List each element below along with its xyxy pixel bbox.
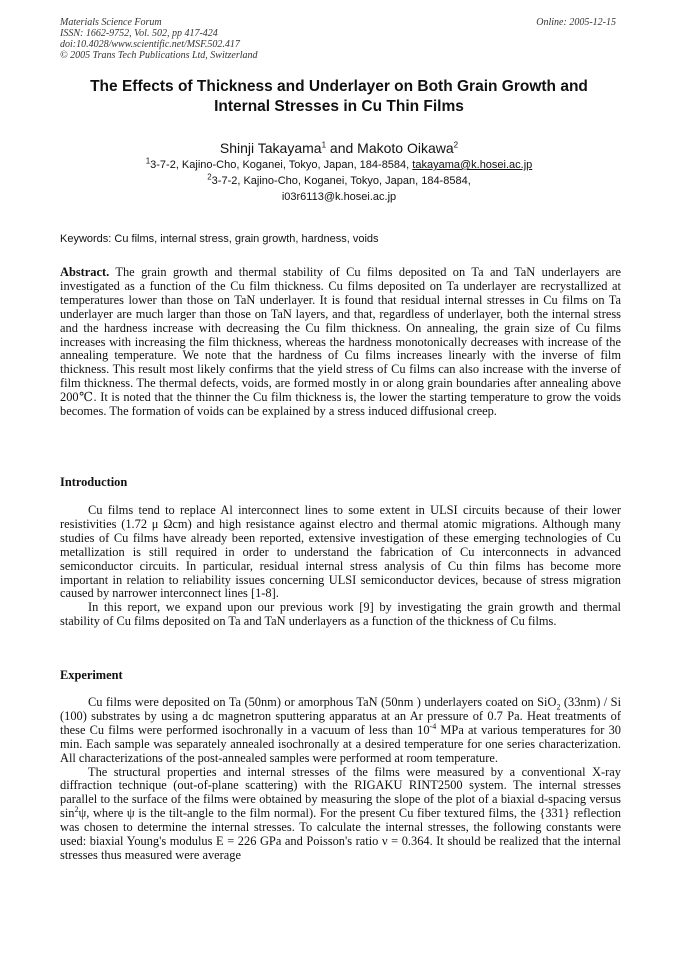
aff1-address: 3-7-2, Kajino-Cho, Koganei, Tokyo, Japan, 184-8584, [150, 159, 413, 171]
email-link-1[interactable]: takayama@k.hosei.ac.jp [412, 159, 533, 171]
title-line-1: The Effects of Thickness and Underlayer on Both Grain Growth and [90, 78, 588, 95]
issn-line: ISSN: 1662-9752, Vol. 502, pp 417-424 [60, 28, 218, 39]
section-heading-experiment: Experiment [60, 668, 123, 682]
doi-line: doi:10.4028/www.scientific.net/MSF.502.417 [60, 39, 240, 50]
exp-p1-sub: 2 [556, 702, 561, 712]
exp-p1-c: MPa at various temperatures for 30 min. Each sample was separately annealed isochronally at a desired temperature for one series characterization. All characterizations of the post-annealed samples were performed at room temperature. [60, 722, 621, 765]
abstract-text: The grain growth and thermal stability of Cu films deposited on Ta and TaN underlayers are investigated as a function of the Cu film thickness. Cu films deposited on Ta underlayer are recrystallized at temperatures lower than those on TaN underlayer. It is found that residual internal stresses in Cu films on Ta underlayer are much larger than those on TaN layers, and that, regardless of underlayer, both the internal stress and the hardness increase with decreasing the Cu film thickness. On annealing, the grain size of Cu films increases with increasing the film thickness, whereas the hardness monotonically decreases with increase of the annealing temperature. We note that the hardness of Cu films increases linearly with the inverse of film thickness. This result most likely confirms that the yield stress of Cu films can also increase with the inverse of film thickness. The thermal defects, voids, are formed mostly in or along grain boundaries after annealing above 200℃. It is noted that the thinner the Cu film thickness is, the lower the starting temperature to grow the voids becomes. The formation of voids can be explained by a stress induced diffusional creep. [60, 265, 621, 419]
author-1: Shinji Takayama [219, 140, 322, 156]
author-joiner: and [326, 140, 358, 156]
journal-header [60, 17, 258, 61]
section-heading-introduction: Introduction [60, 475, 128, 489]
email-2: i03r6113@k.hosei.ac.jp [281, 191, 397, 203]
exp-paragraph-2 [60, 766, 621, 863]
exp-p1-b: (33nm) / Si (100) substrates by using a dc magnetron sputtering apparatus at an Ar pressure of 0.7 Pa. Heat treatments of these Cu films were performed isochronally in a vacuum of less than 10 [60, 695, 622, 737]
exp-p2-b: ψ, where ψ is the tilt-angle to the film normal). For the present Cu fiber textured films, the {331} reflection was chosen to determine the internal stresses. To calculate the internal stresses, the following constants were used: biaxial Young's modulus E = 226 GPa and Poisson's ratio ν = 0.364. It should be realized that the internal stresses thus measured were average [60, 806, 621, 862]
journal-name: Materials Science Forum [60, 17, 162, 28]
author-1-sup: 1 [321, 140, 327, 150]
author-2-sup: 2 [453, 140, 459, 150]
intro-paragraph-2: In this report, we expand upon our previous work [9] by investigating the grain growth and thermal stability of Cu films deposited on Ta and TaN underlayers as a function of the thickness of Cu films. [60, 600, 621, 629]
exp-paragraph-1 [60, 696, 621, 766]
abstract-label: Abstract. [60, 265, 110, 279]
abstract [60, 266, 621, 419]
experiment-body [60, 696, 621, 863]
paper-title [40, 77, 638, 117]
copyright-line: © 2005 Trans Tech Publications Ltd, Switzerland [60, 50, 258, 61]
affiliation-2 [40, 173, 638, 189]
aff2-address: 3-7-2, Kajino-Cho, Koganei, Tokyo, Japan, 184-8584, [211, 175, 471, 187]
intro-paragraph-1: Cu films tend to replace Al interconnect lines to some extent in ULSI circuits because of their lower resistivities (1.72 μ Ωcm) and high resistance against electro and thermal atomic migrations. Although many studies of Cu films have already been reported, extensive investigation of these emerging technologies of Cu metallization is still required in order to understand the fabrication of Cu interconnects in advanced semiconductor circuits. In particular, residual internal stress analysis of Cu thin films has become more important in relation to reliability issues concerning ULSI semiconductor devices, because of stress migration caused by narrower interconnect lines [1-8]. [60, 503, 621, 601]
author-line [40, 139, 638, 157]
aff2-sup: 2 [207, 172, 212, 182]
affiliation-1 [40, 157, 638, 173]
online-date: Online: 2005-12-15 [536, 17, 616, 28]
exp-p1-a: Cu films were deposited on Ta (50nm) or amorphous TaN (50nm ) underlayers coated on SiO [88, 695, 557, 709]
aff1-sup: 1 [145, 156, 151, 166]
keywords: Keywords: Cu films, internal stress, grain growth, hardness, voids [60, 233, 379, 245]
author-2: Makoto Oikawa [357, 140, 454, 156]
title-line-2: Internal Stresses in Cu Thin Films [214, 98, 464, 115]
introduction-body [60, 504, 621, 629]
exp-p2-sup: 2 [74, 805, 79, 815]
exp-p1-sup: -4 [429, 721, 437, 731]
exp-p2-a: The structural properties and internal stresses of the films were measured by a conventional X-ray diffraction technique (out-of-plane scattering) with the RIGAKU RINT2500 system. The internal stresses parallel to the surface of the films were obtained by measuring the slope of the plot of a biaxial d-spacing versus sin [60, 764, 621, 821]
